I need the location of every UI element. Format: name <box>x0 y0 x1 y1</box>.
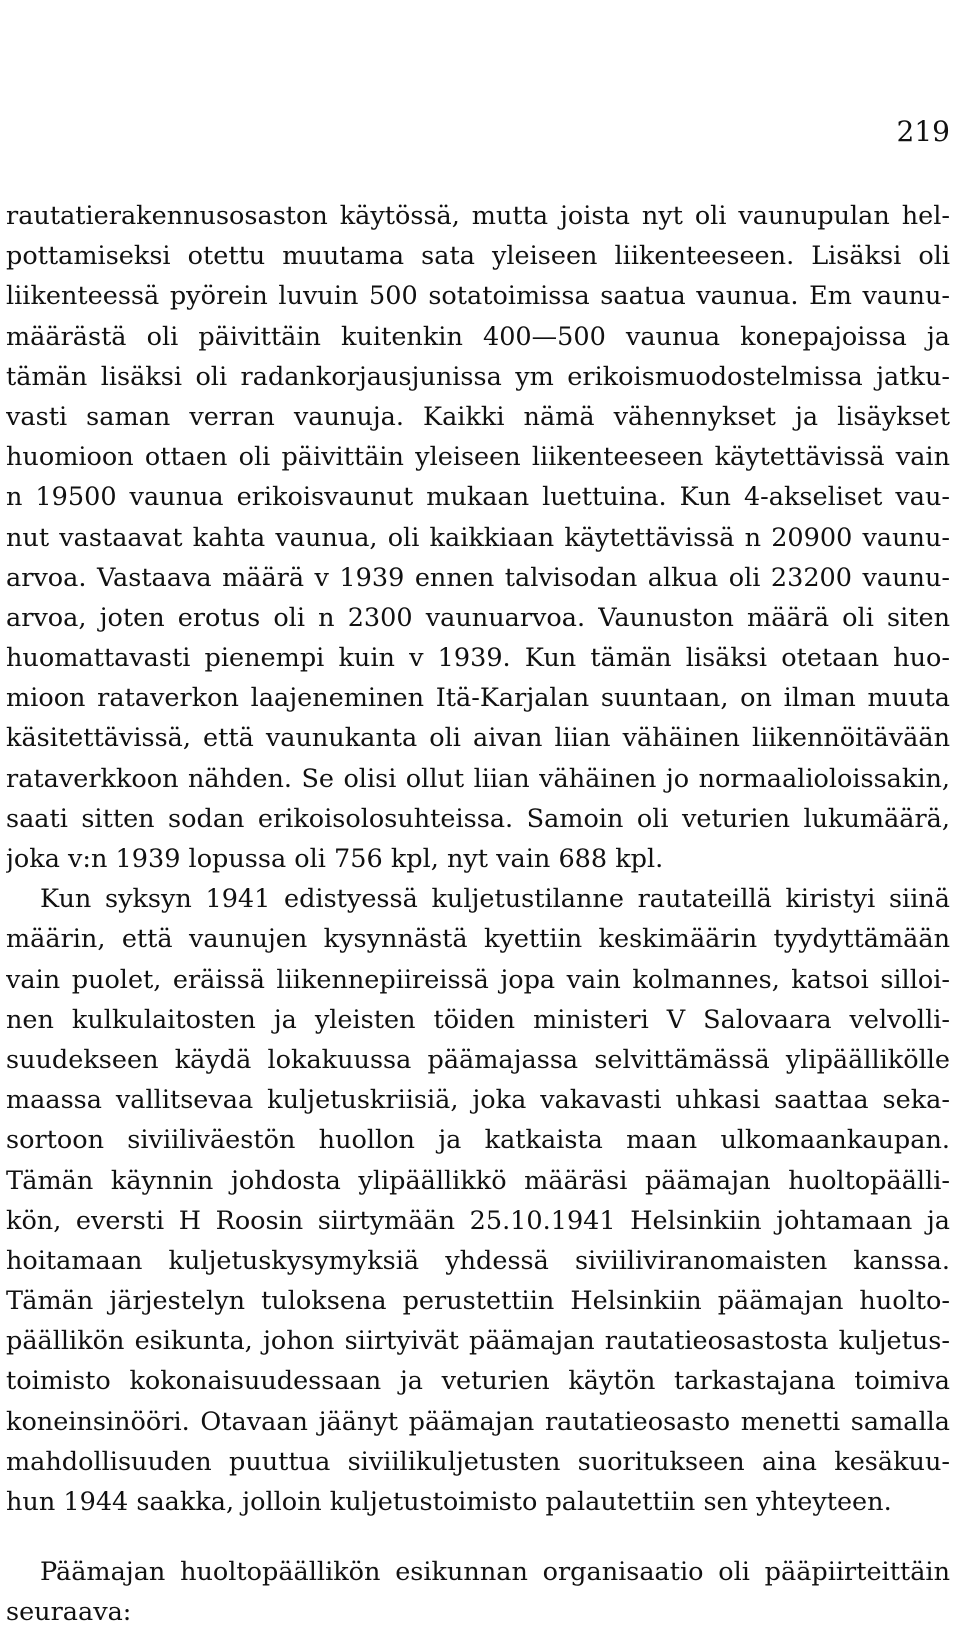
text-line: nut vastaavat kahta vaunua, oli kaikkiaan käytettävissä n 20900 vaunu- <box>6 522 950 553</box>
text-line: suudekseen käydä lokakuussa päämajassa selvittämässä ylipäällikölle <box>6 1044 950 1075</box>
paragraph-2 <box>6 879 950 1522</box>
text-line: arvoa, joten erotus oli n 2300 vaunuarvoa. Vaunuston määrä oli siten <box>6 602 950 633</box>
text-line: Kun syksyn 1941 edistyessä kuljetustilanne rautateillä kiristyi siinä <box>40 884 950 915</box>
text-line: huomioon ottaen oli päivittäin yleiseen liikenteeseen käytettävissä vain <box>6 442 950 473</box>
text-line: pottamiseksi otettu muutama sata yleiseen liikenteeseen. Lisäksi oli <box>6 241 950 272</box>
text-line: n 19500 vaunua erikoisvaunut mukaan luettuina. Kun 4-akseliset vau- <box>6 482 950 513</box>
text-line: tämän lisäksi oli radankorjausjunissa ym erikoismuodostelmissa jatku- <box>6 361 950 392</box>
text-line: hoitamaan kuljetuskysymyksiä yhdessä siviiliviranomaisten kanssa. <box>6 1245 950 1276</box>
text-line: maassa vallitsevaa kuljetuskriisiä, joka vakavasti uhkasi saattaa seka- <box>6 1085 950 1116</box>
text-line: vain puolet, eräissä liikennepiireissä jopa vain kolmannes, katsoi silloi- <box>6 964 950 995</box>
text-line: joka v:n 1939 lopussa oli 756 kpl, nyt vain 688 kpl. <box>6 844 664 874</box>
text-line: mahdollisuuden puuttua siviilikuljetusten suoritukseen aina kesäkuu- <box>6 1446 950 1477</box>
text-line: seuraava: <box>6 1597 132 1628</box>
paragraph-spacer <box>6 1522 950 1552</box>
body-text <box>6 196 950 1633</box>
text-line: nen kulkulaitosten ja yleisten töiden ministeri V Salovaara velvolli- <box>6 1004 950 1035</box>
text-line: toimisto kokonaisuudessaan ja veturien käytön tarkastajana toimiva <box>6 1366 950 1397</box>
text-line: määrästä oli päivittäin kuitenkin 400—500 vaunua konepajoissa ja <box>6 321 950 352</box>
text-line: koneinsinööri. Otavaan jäänyt päämajan rautatieosasto menetti samalla <box>6 1406 950 1437</box>
paragraph-1 <box>6 196 950 879</box>
text-line: sortoon siviiliväestön huollon ja katkaista maan ulkomaankaupan. <box>6 1125 950 1156</box>
text-line: päällikön esikunta, johon siirtyivät päämajan rautatieosastosta kuljetus- <box>6 1326 950 1357</box>
paragraph-3 <box>6 1552 950 1632</box>
text-line: mioon rataverkon laajeneminen Itä-Karjalan suuntaan, on ilman muuta <box>6 683 950 714</box>
text-line: rataverkkoon nähden. Se olisi ollut liian vähäinen jo normaalioloissakin, <box>6 763 950 794</box>
text-line: arvoa. Vastaava määrä v 1939 ennen talvisodan alkua oli 23200 vaunu- <box>6 562 950 593</box>
text-line: huomattavasti pienempi kuin v 1939. Kun tämän lisäksi otetaan huo- <box>6 643 950 674</box>
text-line: saati sitten sodan erikoisolosuhteissa. Samoin oli veturien lukumäärä, <box>6 803 950 834</box>
text-line: määrin, että vaunujen kysynnästä kyettiin keskimäärin tyydyttämään <box>6 924 950 955</box>
text-line: hun 1944 saakka, jolloin kuljetustoimisto palautettiin sen yhteyteen. <box>6 1487 892 1517</box>
text-line: kön, eversti H Roosin siirtymään 25.10.1941 Helsinkiin johtamaan ja <box>6 1205 950 1236</box>
text-line: Tämän järjestelyn tuloksena perustettiin Helsinkiin päämajan huolto- <box>6 1286 950 1317</box>
text-line: käsitettävissä, että vaunukanta oli aivan liian vähäinen liikennöitävään <box>6 723 950 754</box>
text-line: liikenteessä pyörein luvuin 500 sotatoimissa saatua vaunua. Em vaunu- <box>6 281 950 312</box>
text-line: rautatierakennusosaston käytössä, mutta joista nyt oli vaunupulan hel- <box>6 201 950 231</box>
page-number: 219 <box>896 115 950 148</box>
text-line: Päämajan huoltopäällikön esikunnan organisaatio oli pääpiirteittäin <box>40 1557 950 1588</box>
text-line: vasti saman verran vaunuja. Kaikki nämä vähennykset ja lisäykset <box>6 401 950 432</box>
text-line: Tämän käynnin johdosta ylipäällikkö määräsi päämajan huoltopäälli- <box>6 1165 950 1196</box>
